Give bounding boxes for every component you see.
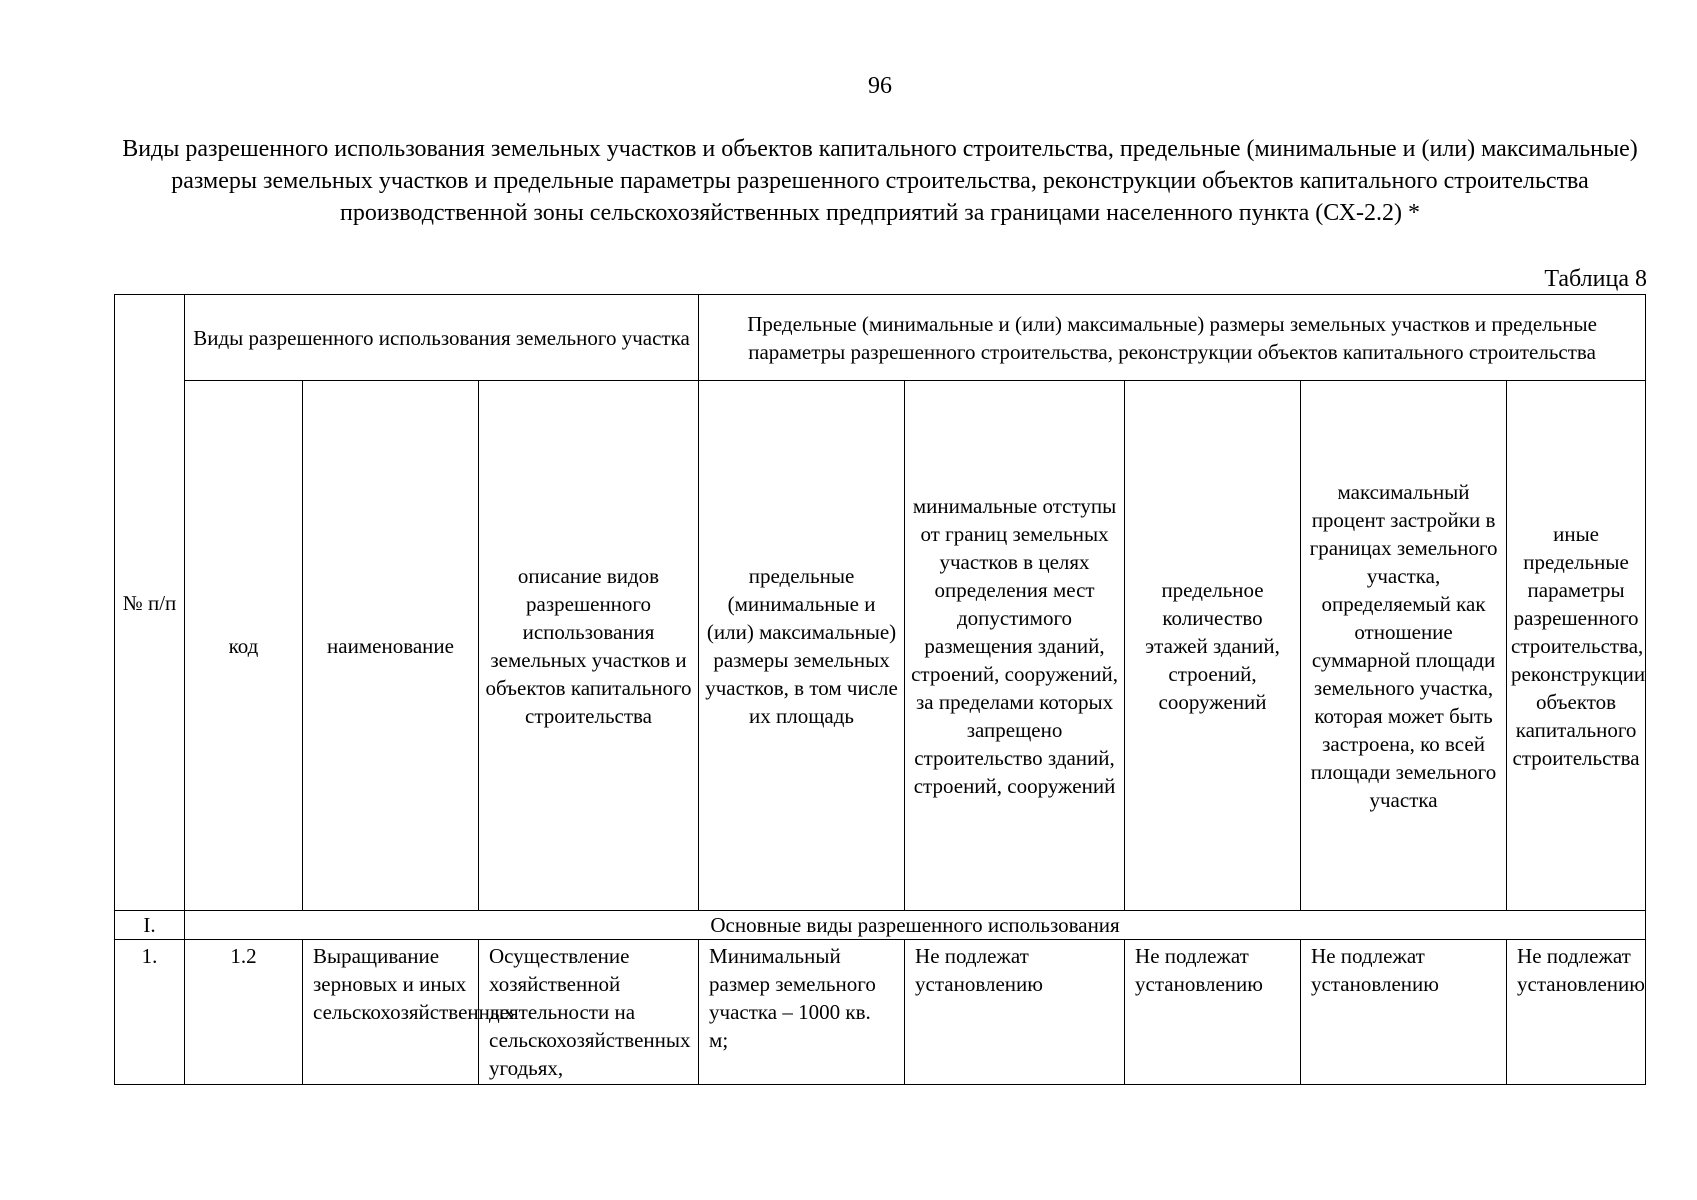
table-row: [115, 940, 1646, 1085]
header-code: код: [185, 381, 303, 911]
header-other: иные предельные параметры разрешенного строительства, реконструкции объектов капитального строительства: [1507, 381, 1646, 911]
header-size: предельные (минимальные и (или) максимальные) размеры земельных участков, в том числе их площадь: [699, 381, 905, 911]
row-num: 1.: [115, 940, 185, 1085]
row-code: 1.2: [185, 940, 303, 1085]
header-description: описание видов разрешенного использования земельных участков и объектов капитального строительства: [479, 381, 699, 911]
header-name: наименование: [303, 381, 479, 911]
row-setback: Не подлежат установлению: [905, 940, 1125, 1085]
row-coverage: Не подлежат установлению: [1301, 940, 1507, 1085]
header-num: № п/п: [115, 295, 185, 911]
header-group-parameters: Предельные (минимальные и (или) максимальные) размеры земельных участков и предельные параметры разрешенного строительства, реконструкции объектов капитального строительства: [699, 295, 1646, 381]
row-other: Не подлежат установлению: [1507, 940, 1646, 1085]
section-title: Основные виды разрешенного использования: [185, 911, 1646, 940]
section-row: [115, 911, 1646, 940]
land-use-table: [114, 294, 1646, 1085]
row-description: Осуществление хозяйственной деятельности на сельскохозяйственных угодьях,: [479, 940, 699, 1085]
document-title: Виды разрешенного использования земельных участков и объектов капитального строительства, предельные (минимальные и (или) максимальные) размеры земельных участков и предельные параметры разрешенного строительства, реконструкции объектов капитального строительства производственной зоны сельскохозяйственных предприятий за границами населенного пункта (СХ-2.2) *: [122, 136, 1638, 226]
table-header-row-2: [115, 381, 1646, 911]
row-floors: Не подлежат установлению: [1125, 940, 1301, 1085]
header-floors: предельное количество этажей зданий, строений, сооружений: [1125, 381, 1301, 911]
row-name: Выращивание зерновых и иных сельскохозяйственных: [303, 940, 479, 1085]
section-num: I.: [115, 911, 185, 940]
table-header-row-1: [115, 295, 1646, 381]
page-number: 96: [868, 73, 892, 99]
table-label: Таблица 8: [1544, 266, 1647, 292]
header-group-land-use: Виды разрешенного использования земельного участка: [185, 295, 699, 381]
header-coverage: максимальный процент застройки в границах земельного участка, определяемый как отношение суммарной площади земельного участка, которая может быть застроена, ко всей площади земельного участка: [1301, 381, 1507, 911]
row-size: Минимальный размер земельного участка – 1000 кв. м;: [699, 940, 905, 1085]
header-setback: минимальные отступы от границ земельных участков в целях определения мест допустимого размещения зданий, строений, сооружений, за пределами которых запрещено строительство зданий, строений, сооружений: [905, 381, 1125, 911]
